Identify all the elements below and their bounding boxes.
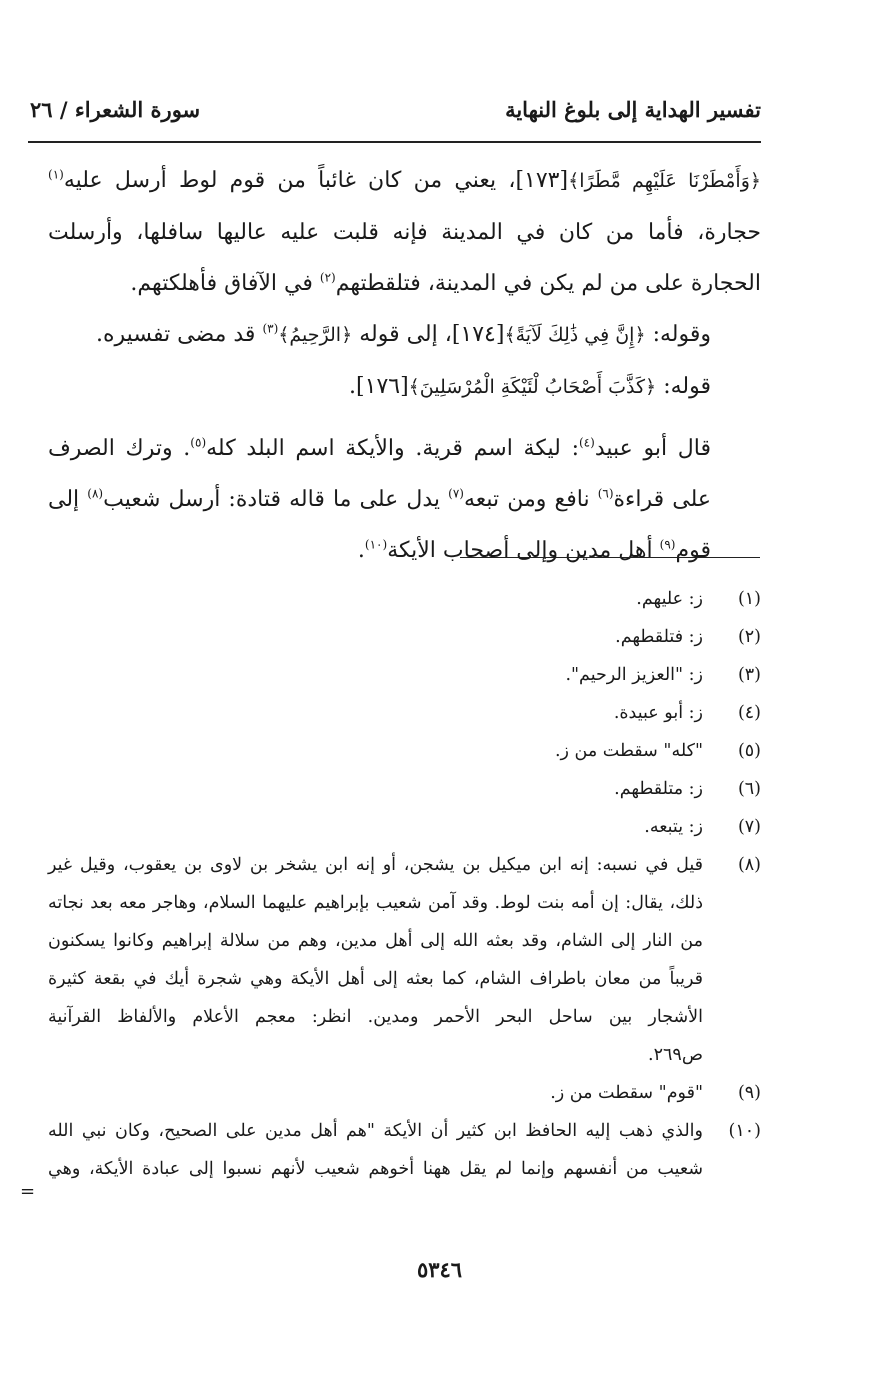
footnote-text: ز: فتلقطهم.: [615, 627, 703, 647]
footnote-ref-2: (٢): [319, 270, 336, 285]
running-header-surah: سورة الشعراء / ٢٦: [30, 97, 201, 122]
footnote-ref-6: (٦): [597, 486, 614, 501]
footnote-item: [48, 618, 761, 656]
paragraph-2: وقوله: ﴿إِنَّ فِي ذَٰلِكَ لَآيَةً﴾[١٧٤]، إلى قوله ﴿الرَّحِيمُ﴾$^{(٣)}$ قد مضى تفسيره.: [96, 321, 711, 347]
footnote-text: ز: متلقطهم.: [614, 779, 703, 799]
footnote-ref-7: (٧): [448, 486, 464, 501]
footnote-text: ز: يتبعه.: [644, 817, 703, 837]
footnote-item: [48, 580, 761, 618]
footnote-text: "قوم" سقطت من ز.: [550, 1083, 703, 1103]
footnote-text: ز: "العزيز الرحيم".: [565, 665, 703, 685]
continuation-mark: =: [20, 1181, 36, 1202]
footnote-number: (١): [737, 589, 761, 609]
quran-verse-176: ﴿كَذَّبَ أَصْحَابُ لْئَيْكَةِ الْمُرْسَلِينَ﴾: [408, 376, 657, 398]
paragraph-1: ﴿وَأَمْطَرْنَا عَلَيْهِم مَّطَرًا﴾[١٧٣]، يعني من كان غائباً من قوم لوط أرسل عليه$^{(١)}$ حجارة، فأما من كان في المدينة فإنه قلبت عليه عاليها سافلها، وأرسلت الحجارة على من لم يكن في المدينة، فتلقطتهم$^{(٢)}$ في الآفاق فأهلكتهم.: [48, 167, 761, 296]
running-header-book-title: تفسير الهداية إلى بلوغ النهاية: [505, 97, 761, 122]
page-number: ٥٣٤٦: [416, 1257, 463, 1282]
footnote-item: [48, 808, 761, 846]
footnote-ref-5: (٥): [190, 435, 207, 450]
footnote-number: (٦): [737, 779, 761, 799]
footnote-number: (٥): [737, 741, 761, 761]
footnote-ref-10: (١٠): [364, 537, 388, 552]
footnote-number: (٩): [737, 1083, 761, 1103]
footnote-item: [48, 770, 761, 808]
quran-verse-173: ﴿وَأَمْطَرْنَا عَلَيْهِم مَّطَرًا﴾: [568, 170, 761, 192]
footnote-number: (٨): [737, 855, 761, 875]
footnote-ref-8: (٨): [87, 486, 104, 501]
quran-verse-174: ﴿إِنَّ فِي ذَٰلِكَ لَآيَةً﴾: [504, 324, 646, 346]
footnotes: [48, 580, 761, 1188]
main-text: [48, 155, 761, 576]
footnote-item: [48, 732, 761, 770]
header-divider: [28, 141, 761, 143]
footnote-ref-9: (٩): [659, 537, 676, 552]
footnote-number: (٣): [737, 665, 761, 685]
quran-word-rahim: ﴿الرَّحِيمُ﴾: [278, 324, 353, 346]
footnote-item: [48, 656, 761, 694]
footnote-ref-4: (٤): [578, 435, 595, 450]
footnote-text: ز: أبو عبيدة.: [613, 703, 703, 723]
footnote-number: (١٠): [728, 1121, 761, 1141]
footnote-text: قيل في نسبه: إنه ابن ميكيل بن يشجن، أو إنه ابن يشخر بن لاوى بن يعقوب، وقيل غير ذلك، يقال: إن أمه بنت لوط. وقد آمن شعيب بإبراهيم عليهما السلام، وهاجر معه بعد نجاته من النار إلى الشام، وقد بعثه الله إلى أهل مدين، وهم من سلالة إبراهيم وكانوا يسكنون قريباً من معان باطراف الشام، كما بعثه إلى أهل الأيكة وهي شجرة أيك في بقعة كثيرة الأشجار بين ساحل البحر الأحمر ومدين. انظر: معجم الأعلام والألفاظ القرآنية: [48, 855, 703, 1027]
paragraph-3: قوله: ﴿كَذَّبَ أَصْحَابُ لْئَيْكَةِ الْمُرْسَلِينَ﴾[١٧٦].: [349, 374, 711, 399]
footnote-ref-1: (١): [48, 167, 64, 182]
footnote-number: (٤): [737, 703, 761, 723]
footnote-item: [48, 1074, 761, 1112]
footnote-continuation: ص٢٦٩.: [648, 1045, 703, 1065]
footnote-ref-3: (٣): [262, 321, 279, 336]
footnote-text: "كله" سقطت من ز.: [554, 741, 703, 761]
paragraph-4: قال أبو عبيد$^{(٤)}$: ليكة اسم قرية. والأيكة اسم البلد كله$^{(٥)}$. وترك الصرف على قراءة$^{(٦)}$ نافع ومن تبعه$^{(٧)}$ يدل على ما قاله قتادة: أرسل شعيب$^{(٨)}$ إلى قوم$^{(٩)}$ أهل مدين وإلى أصحاب الأيكة$^{(١٠)}$.: [48, 435, 712, 563]
footnote-divider: [460, 557, 760, 558]
footnote-text: ز: عليهم.: [636, 589, 703, 609]
footnote-number: (٢): [737, 627, 761, 647]
footnote-number: (٧): [737, 817, 761, 837]
footnote-text: والذي ذهب إليه الحافظ ابن كثير أن الأيكة "هم أهل مدين على الصحيح، وكان نبي الله شعيب من أنفسهم وإنما لم يقل ههنا أخوهم شعيب لأنهم نسبوا إلى عبادة الأيكة، وهي: [48, 1121, 703, 1179]
footnote-item: [48, 846, 761, 1036]
footnote-item: [48, 694, 761, 732]
footnote-item: [48, 1112, 761, 1188]
